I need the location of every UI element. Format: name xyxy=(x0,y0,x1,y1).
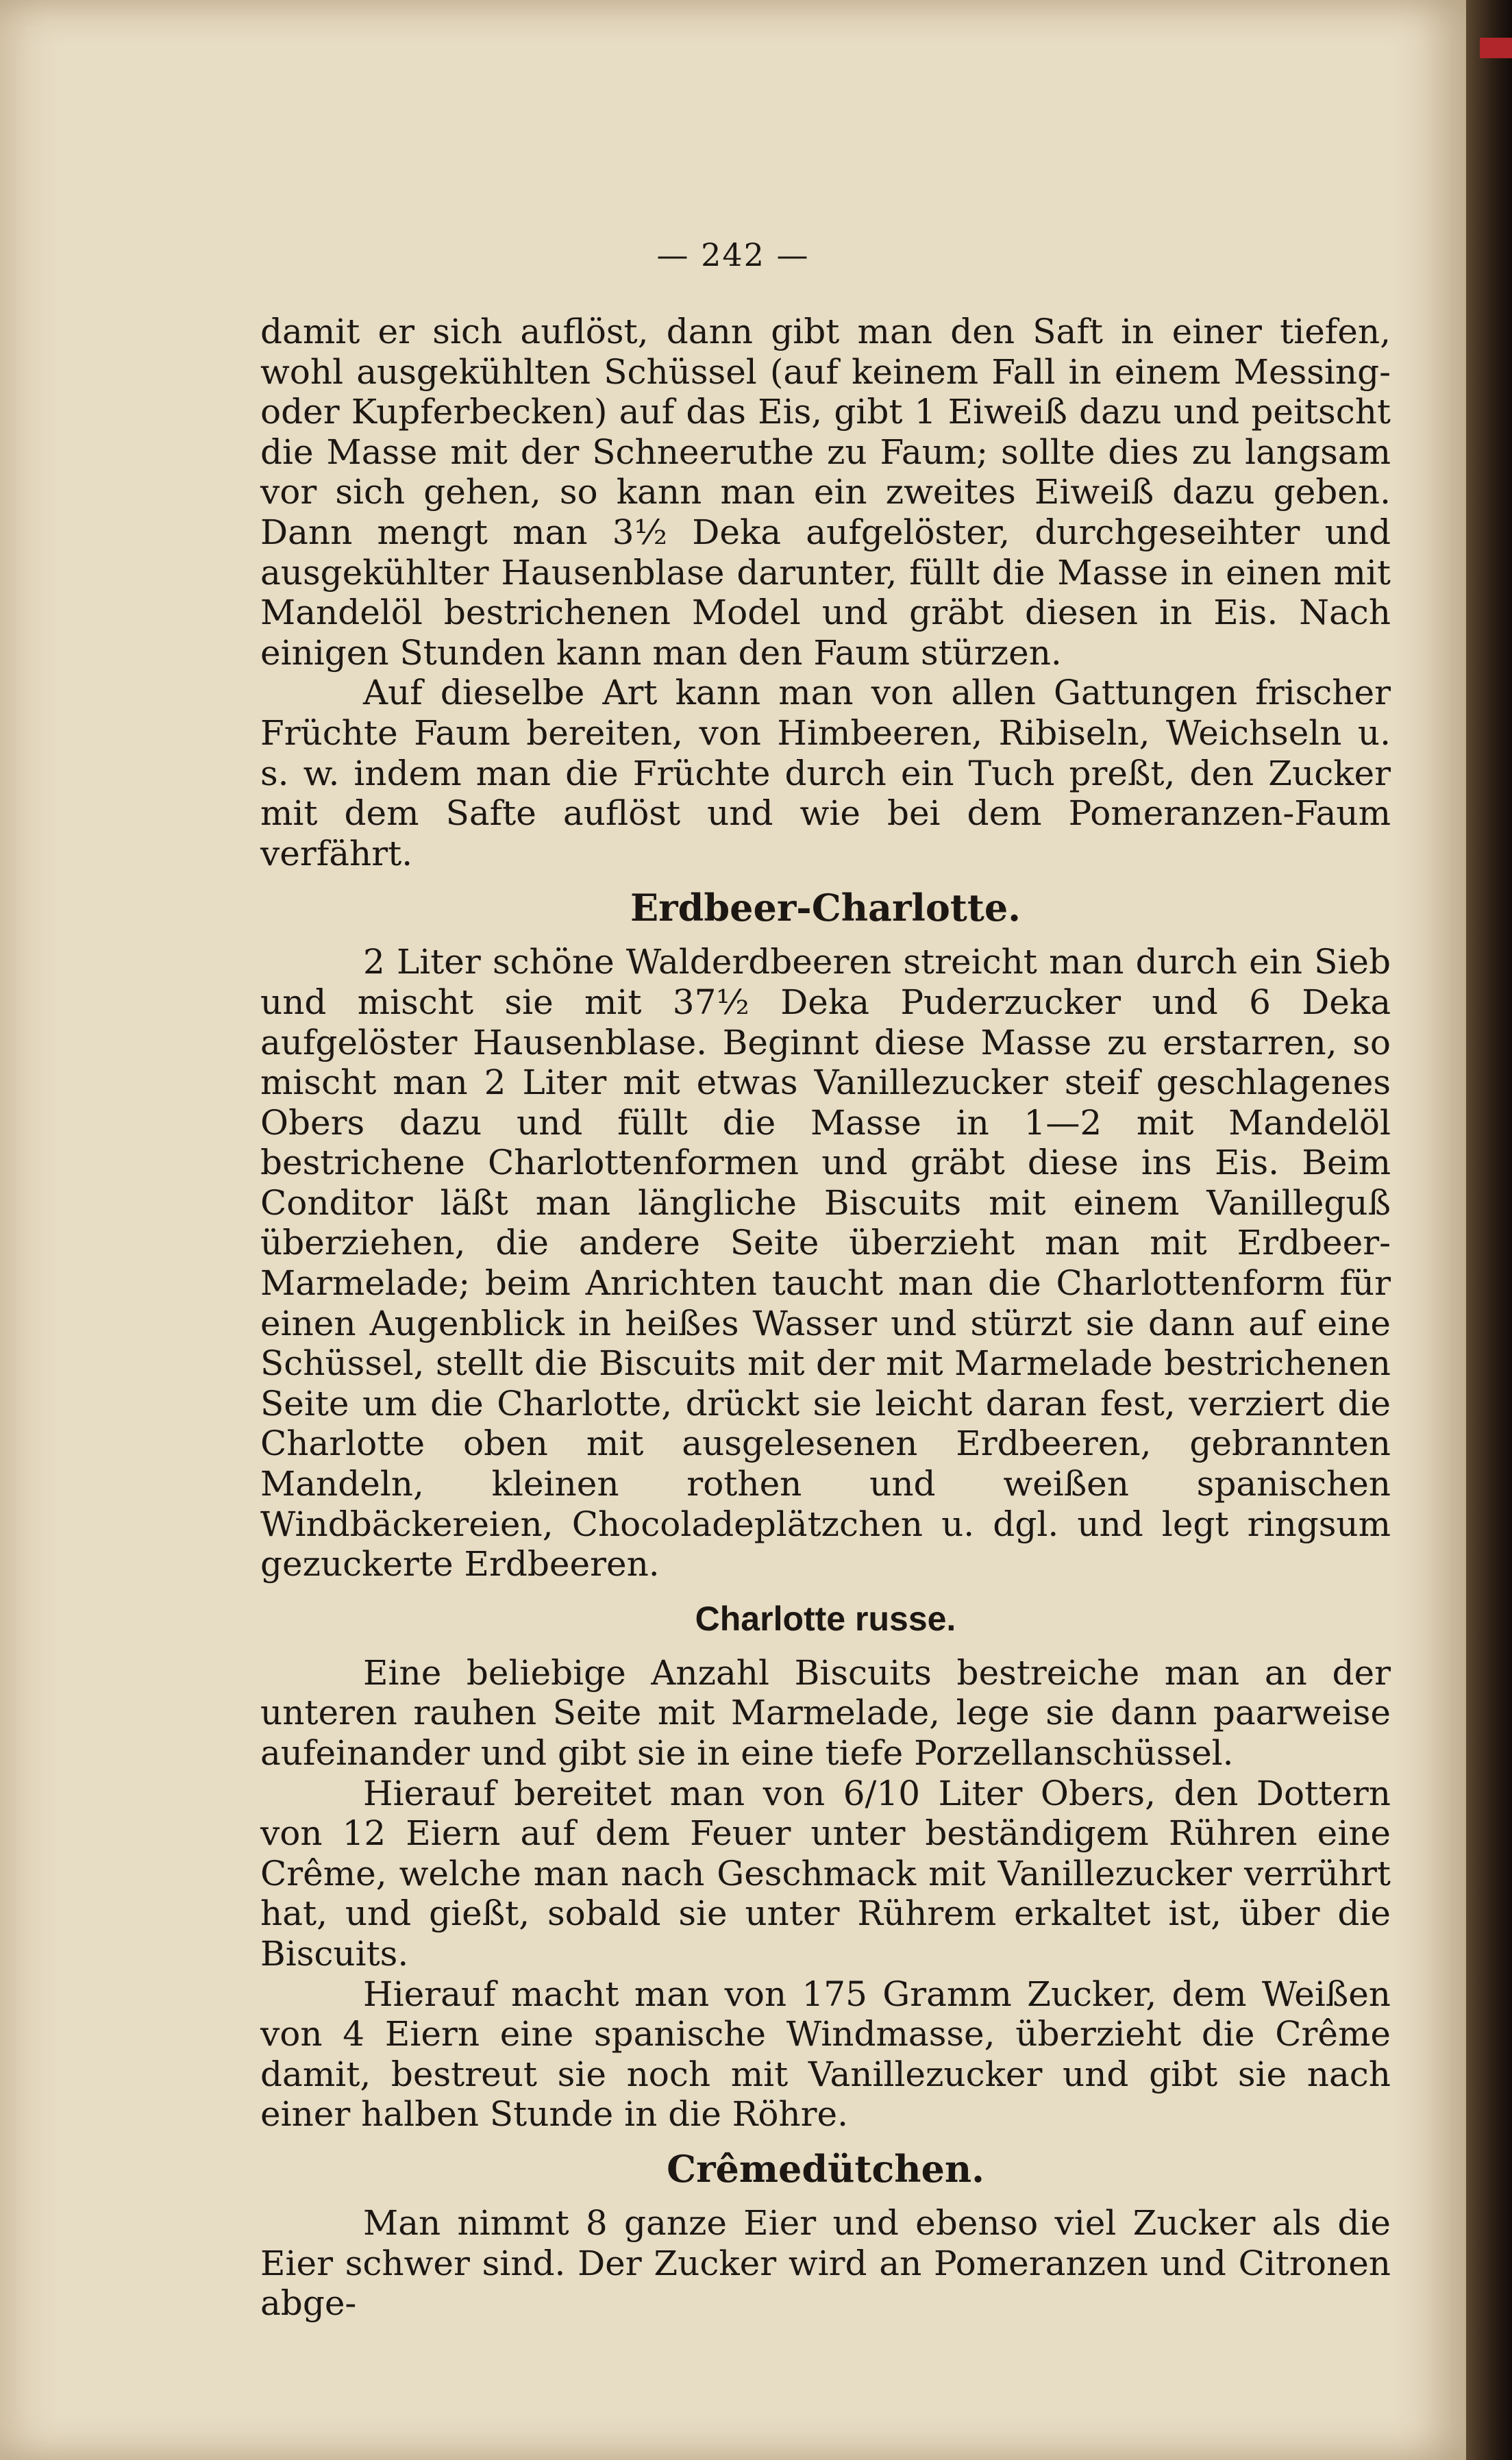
page-text xyxy=(260,312,1391,2324)
paragraph: Auf dieselbe Art kann man von allen Gattungen frischer Früchte Faum bereiten, von Himbeeren, Ribiseln, Weichseln u. s. w. indem man die Früchte durch ein Tuch preßt, den Zucker mit dem Safte auflöst und wie bei dem Pomeranzen-Faum verfährt. xyxy=(260,673,1391,873)
paragraph: Eine beliebige Anzahl Biscuits bestreiche man an der unteren rauhen Seite mit Marmelade, lege sie dann paarweise aufeinander und gibt sie in eine tiefe Porzellanschüssel. xyxy=(260,1652,1391,1773)
page-number: — 242 — xyxy=(656,236,810,273)
section-heading-erdbeer-charlotte: Erdbeer-Charlotte. xyxy=(630,886,1021,930)
paragraph: 2 Liter schöne Walderdbeeren streicht man durch ein Sieb und mischt sie mit 37½ Deka Puderzucker und 6 Deka aufgelöster Hausenblase. Beginnt diese Masse zu erstarren, so mischt man 2 Liter mit etwas Vanillezucker steif geschlagenes Obers dazu und füllt die Masse in 1—2 mit Mandelöl bestrichene Charlottenformen und gräbt diese ins Eis. Beim Conditor läßt man längliche Biscuits mit einem Vanilleguß überziehen, die andere Seite überzieht man mit Erdbeer-Marmelade; beim Anrichten taucht man die Charlottenform für einen Augenblick in heißes Wasser und stürzt sie dann auf eine Schüssel, stellt die Biscuits mit der mit Marmelade bestrichenen Seite um die Charlotte, drückt sie leicht daran fest, verziert die Charlotte oben mit ausgelesenen Erdbeeren, gebrannten Mandeln, kleinen rothen und weißen spanischen Windbäckereien, Chocoladeplätzchen u. dgl. und legt ringsum gezuckerte Erdbeeren. xyxy=(260,942,1391,1585)
section-heading-charlotte-russe: Charlotte russe. xyxy=(695,1599,956,1638)
paragraph: Man nimmt 8 ganze Eier und ebenso viel Zucker als die Eier schwer sind. Der Zucker wird an Pomeranzen und Citronen abge- xyxy=(260,2202,1391,2324)
bookmark-tab xyxy=(1480,38,1512,58)
section-heading-cremeduetchen: Crêmedütchen. xyxy=(667,2146,984,2191)
paragraph: damit er sich auflöst, dann gibt man den Saft in einer tiefen, wohl ausgekühlten Schüssel (auf keinem Fall in einem Messing- oder Kupferbecken) auf das Eis, gibt 1 Eiweiß dazu und peitscht die Masse mit der Schneeruthe zu Faum; sollte dies zu langsam vor sich gehen, so kann man ein zweites Eiweiß dazu geben. Dann mengt man 3½ Deka aufgelöster, durchgeseihter und ausgekühlter Hausenblase darunter, füllt die Masse in einen mit Mandelöl bestrichenen Model und gräbt diesen in Eis. Nach einigen Stunden kann man den Faum stürzen. xyxy=(260,312,1391,673)
paragraph: Hierauf bereitet man von 6/10 Liter Obers, den Dottern von 12 Eiern auf dem Feuer unter beständigem Rühren eine Crême, welche man nach Geschmack mit Vanillezucker verrührt hat, und gießt, sobald sie unter Rührem erkaltet ist, über die Biscuits. xyxy=(260,1773,1391,1974)
book-edge xyxy=(1466,0,1512,2460)
paragraph: Hierauf macht man von 175 Gramm Zucker, dem Weißen von 4 Eiern eine spanische Windmasse, überzieht die Crême damit, bestreut sie noch mit Vanillezucker und gibt sie nach einer halben Stunde in die Röhre. xyxy=(260,1974,1391,2135)
